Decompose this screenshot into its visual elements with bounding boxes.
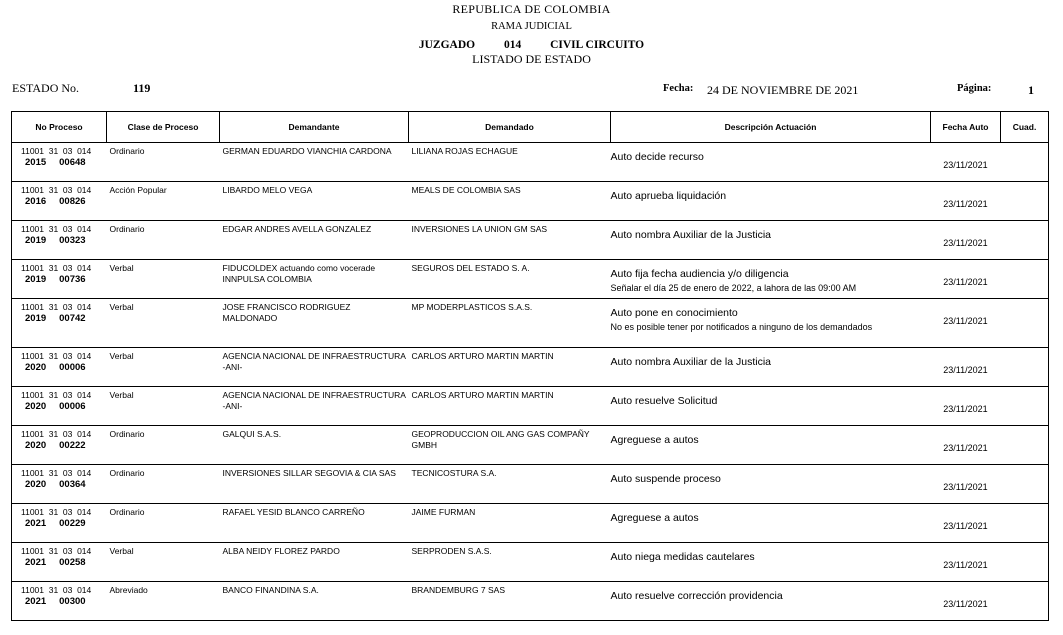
fecha-label: Fecha: (663, 83, 694, 94)
proceso-year: 2016 (25, 196, 47, 207)
col-no-proceso: No Proceso (12, 112, 107, 143)
demandante-text: INVERSIONES SILLAR SEGOVIA & CIA SAS (222, 468, 396, 478)
actuacion-detalle (611, 602, 931, 604)
actuacion-detalle: No es posible tener por notificados a ninguno de los demandados (610, 322, 873, 332)
cell-descripcion (611, 426, 931, 465)
proceso-code: 11001 31 03 014 (21, 224, 92, 234)
proceso-number: 00364 (59, 479, 86, 490)
cell-cuad (1001, 348, 1049, 387)
cell-fecha-auto (931, 260, 1001, 299)
table-row (12, 426, 1049, 465)
cell-descripcion (611, 465, 931, 504)
fecha-auto-text: 23/11/2021 (943, 238, 988, 248)
fecha-auto-text: 23/11/2021 (943, 277, 988, 287)
cell-cuad (1001, 465, 1049, 504)
cell-descripcion (611, 348, 931, 387)
actuacion-text: Auto nombra Auxiliar de la Justicia (610, 356, 771, 368)
cell-descripcion (611, 543, 931, 582)
cell-no-proceso (12, 348, 107, 387)
cell-fecha-auto (931, 299, 1001, 348)
clase-text: Verbal (109, 546, 134, 556)
clase-text: Verbal (109, 351, 134, 361)
proceso-number: 00323 (59, 235, 86, 246)
fecha-value: 24 DE NOVIEMBRE DE 2021 (707, 83, 859, 97)
fecha-auto-text: 23/11/2021 (943, 599, 988, 609)
demandado-text: MEALS DE COLOMBIA SAS (411, 185, 521, 195)
cell-fecha-auto (931, 465, 1001, 504)
actuacion-detalle (611, 368, 931, 370)
cell-fecha-auto (931, 426, 1001, 465)
court-number: 014 (503, 39, 522, 51)
header-country: REPUBLICA DE COLOMBIA (452, 2, 611, 16)
demandado-text: BRANDEMBURG 7 SAS (411, 585, 506, 595)
cell-no-proceso (12, 260, 107, 299)
cell-demandado (409, 543, 611, 582)
cell-clase (107, 348, 220, 387)
cell-demandante (220, 182, 409, 221)
cell-cuad (1001, 260, 1049, 299)
proceso-number: 00300 (59, 596, 86, 607)
clase-text: Verbal (109, 263, 134, 273)
header-court (0, 39, 1063, 51)
demandado-text: CARLOS ARTURO MARTIN MARTIN (411, 351, 554, 361)
table-row (12, 582, 1049, 621)
cell-cuad (1001, 543, 1049, 582)
header-branch: RAMA JUDICIAL (491, 21, 572, 32)
cell-demandante (220, 504, 409, 543)
fecha-auto-text: 23/11/2021 (943, 560, 988, 570)
table-row (12, 387, 1049, 426)
actuacion-text: Agreguese a autos (610, 512, 699, 524)
cell-fecha-auto (931, 143, 1001, 182)
col-demandado: Demandado (409, 112, 611, 143)
cuad-text (1001, 543, 1049, 546)
cell-no-proceso (12, 426, 107, 465)
cell-demandante (220, 260, 409, 299)
proceso-year: 2021 (25, 518, 47, 529)
actuacion-text: Agreguese a autos (610, 434, 699, 446)
cell-demandante (220, 543, 409, 582)
proceso-number: 00258 (59, 557, 86, 568)
actuacion-text: Auto resuelve corrección providencia (610, 590, 783, 602)
court-label: JUZGADO (418, 39, 476, 51)
cell-clase (107, 426, 220, 465)
actuacion-detalle (611, 202, 931, 204)
cell-clase (107, 299, 220, 348)
cell-no-proceso (12, 299, 107, 348)
clase-text: Ordinario (109, 146, 145, 156)
demandado-text: TECNICOSTURA S.A. (411, 468, 497, 478)
proceso-year: 2019 (25, 313, 47, 324)
proceso-number: 00736 (59, 274, 86, 285)
table-row (12, 504, 1049, 543)
proceso-code: 11001 31 03 014 (21, 146, 92, 156)
header-listing-title: LISTADO DE ESTADO (472, 52, 591, 66)
proceso-year: 2019 (25, 235, 47, 246)
proceso-code: 11001 31 03 014 (21, 390, 92, 400)
cuad-text (1001, 582, 1049, 585)
cell-no-proceso (12, 143, 107, 182)
proceso-number: 00229 (59, 518, 86, 529)
cell-cuad (1001, 582, 1049, 621)
cell-demandado (409, 221, 611, 260)
cell-cuad (1001, 143, 1049, 182)
proceso-code: 11001 31 03 014 (21, 468, 92, 478)
proceso-year: 2020 (25, 440, 47, 451)
actuacion-detalle (611, 524, 931, 526)
actuacion-text: Auto fija fecha audiencia y/o diligencia (610, 268, 789, 280)
cell-cuad (1001, 182, 1049, 221)
cell-clase (107, 221, 220, 260)
proceso-number: 00222 (59, 440, 86, 451)
demandante-text: JOSE FRANCISCO RODRIGUEZ MALDONADO (222, 302, 351, 323)
cell-clase (107, 504, 220, 543)
clase-text: Ordinario (109, 507, 145, 517)
cell-demandado (409, 504, 611, 543)
actuacion-detalle (611, 241, 931, 243)
actuacion-detalle (611, 563, 931, 565)
cell-demandado (409, 348, 611, 387)
actuacion-detalle (611, 407, 931, 409)
cell-descripcion (611, 260, 931, 299)
cell-cuad (1001, 504, 1049, 543)
court-type: CIVIL CIRCUITO (550, 39, 645, 51)
cell-demandado (409, 260, 611, 299)
table-header-row (12, 112, 1049, 143)
cuad-text (1001, 182, 1049, 185)
table-row (12, 299, 1049, 348)
demandante-text: ALBA NEIDY FLOREZ PARDO (222, 546, 340, 556)
cuad-text (1001, 348, 1049, 351)
cell-fecha-auto (931, 582, 1001, 621)
proceso-code: 11001 31 03 014 (21, 185, 92, 195)
col-cuad: Cuad. (1001, 112, 1049, 143)
cell-demandado (409, 465, 611, 504)
actuacion-detalle (611, 163, 931, 165)
demandante-text: AGENCIA NACIONAL DE INFRAESTRUCTURA -ANI- (222, 390, 406, 411)
cell-fecha-auto (931, 387, 1001, 426)
cell-clase (107, 465, 220, 504)
proceso-code: 11001 31 03 014 (21, 263, 92, 273)
cell-no-proceso (12, 582, 107, 621)
cell-descripcion (611, 387, 931, 426)
cuad-text (1001, 143, 1049, 146)
cell-demandado (409, 387, 611, 426)
cell-descripcion (611, 299, 931, 348)
cell-clase (107, 260, 220, 299)
cell-no-proceso (12, 543, 107, 582)
estado-table (11, 111, 1049, 621)
demandado-text: LILIANA ROJAS ECHAGUE (411, 146, 518, 156)
cell-clase (107, 182, 220, 221)
fecha-auto-text: 23/11/2021 (943, 404, 988, 414)
actuacion-text: Auto suspende proceso (610, 473, 721, 485)
cuad-text (1001, 504, 1049, 507)
proceso-code: 11001 31 03 014 (21, 351, 92, 361)
actuacion-detalle: Señalar el día 25 de enero de 2022, a lahora de las 09:00 AM (610, 283, 857, 293)
proceso-year: 2020 (25, 479, 47, 490)
demandante-text: LIBARDO MELO VEGA (222, 185, 313, 195)
proceso-year: 2021 (25, 557, 47, 568)
proceso-year: 2020 (25, 401, 47, 412)
fecha-auto-text: 23/11/2021 (943, 443, 988, 453)
proceso-code: 11001 31 03 014 (21, 302, 92, 312)
estado-label: ESTADO No. (12, 81, 80, 95)
cell-demandante (220, 582, 409, 621)
demandante-text: EDGAR ANDRES AVELLA GONZALEZ (222, 224, 372, 234)
fecha-auto-text: 23/11/2021 (943, 521, 988, 531)
cuad-text (1001, 260, 1049, 263)
demandado-text: MP MODERPLASTICOS S.A.S. (411, 302, 533, 312)
cell-demandante (220, 426, 409, 465)
cell-demandado (409, 182, 611, 221)
demandado-text: SERPRODEN S.A.S. (411, 546, 492, 556)
cell-cuad (1001, 426, 1049, 465)
clase-text: Ordinario (109, 468, 145, 478)
cuad-text (1001, 465, 1049, 468)
cell-cuad (1001, 387, 1049, 426)
pagina-label: Página: (957, 83, 992, 94)
fecha-auto-text: 23/11/2021 (943, 160, 988, 170)
cell-no-proceso (12, 465, 107, 504)
actuacion-text: Auto aprueba liquidación (610, 190, 727, 202)
cell-no-proceso (12, 387, 107, 426)
cell-fecha-auto (931, 221, 1001, 260)
cell-descripcion (611, 504, 931, 543)
actuacion-detalle (611, 485, 931, 487)
cell-demandante (220, 221, 409, 260)
demandante-text: AGENCIA NACIONAL DE INFRAESTRUCTURA -ANI- (222, 351, 406, 372)
col-fecha-auto: Fecha Auto (931, 112, 1001, 143)
proceso-year: 2021 (25, 596, 47, 607)
clase-text: Acción Popular (109, 185, 167, 195)
proceso-number: 00742 (59, 313, 86, 324)
demandante-text: GALQUI S.A.S. (222, 429, 282, 439)
table-row (12, 348, 1049, 387)
table-row (12, 543, 1049, 582)
proceso-number: 00826 (59, 196, 86, 207)
actuacion-text: Auto decide recurso (610, 151, 704, 163)
pagina-value: 1 (1028, 83, 1034, 97)
proceso-code: 11001 31 03 014 (21, 429, 92, 439)
cell-cuad (1001, 299, 1049, 348)
cell-descripcion (611, 582, 931, 621)
cell-clase (107, 387, 220, 426)
actuacion-detalle (611, 446, 931, 448)
demandante-text: FIDUCOLDEX actuando como vocerade INNPULSA COLOMBIA (222, 263, 376, 284)
col-descripcion: Descripción Actuación (611, 112, 931, 143)
cell-demandante (220, 299, 409, 348)
actuacion-text: Auto resuelve Solicitud (610, 395, 718, 407)
clase-text: Verbal (109, 390, 134, 400)
cuad-text (1001, 221, 1049, 224)
fecha-auto-text: 23/11/2021 (943, 316, 988, 326)
fecha-auto-text: 23/11/2021 (943, 199, 988, 209)
proceso-number: 00648 (59, 157, 86, 168)
cell-demandante (220, 387, 409, 426)
proceso-code: 11001 31 03 014 (21, 507, 92, 517)
cell-no-proceso (12, 504, 107, 543)
col-demandante: Demandante (220, 112, 409, 143)
cell-demandado (409, 299, 611, 348)
demandante-text: RAFAEL YESID BLANCO CARREÑO (222, 507, 365, 517)
cell-demandante (220, 465, 409, 504)
proceso-year: 2020 (25, 362, 47, 373)
table-row (12, 143, 1049, 182)
proceso-code: 11001 31 03 014 (21, 546, 92, 556)
cell-cuad (1001, 221, 1049, 260)
proceso-number: 00006 (59, 401, 86, 412)
demandante-text: BANCO FINANDINA S.A. (222, 585, 319, 595)
actuacion-text: Auto nombra Auxiliar de la Justicia (610, 229, 771, 241)
cell-demandado (409, 582, 611, 621)
cell-descripcion (611, 221, 931, 260)
table-row (12, 465, 1049, 504)
proceso-year: 2015 (25, 157, 47, 168)
cell-descripcion (611, 143, 931, 182)
clase-text: Verbal (109, 302, 134, 312)
proceso-number: 00006 (59, 362, 86, 373)
table-row (12, 182, 1049, 221)
fecha-auto-text: 23/11/2021 (943, 365, 988, 375)
demandado-text: SEGUROS DEL ESTADO S. A. (411, 263, 530, 273)
proceso-code: 11001 31 03 014 (21, 585, 92, 595)
clase-text: Abreviado (109, 585, 148, 595)
demandado-text: GEOPRODUCCION OIL ANG GAS COMPAÑY GMBH (411, 429, 590, 450)
cell-fecha-auto (931, 182, 1001, 221)
demandado-text: JAIME FURMAN (411, 507, 476, 517)
actuacion-text: Auto niega medidas cautelares (610, 551, 755, 563)
cell-fecha-auto (931, 504, 1001, 543)
cuad-text (1001, 387, 1049, 390)
fecha-auto-text: 23/11/2021 (943, 482, 988, 492)
clase-text: Ordinario (109, 429, 145, 439)
cuad-text (1001, 426, 1049, 429)
table-row (12, 221, 1049, 260)
cell-no-proceso (12, 221, 107, 260)
cell-fecha-auto (931, 348, 1001, 387)
cell-descripcion (611, 182, 931, 221)
cell-demandante (220, 348, 409, 387)
cell-clase (107, 143, 220, 182)
cell-no-proceso (12, 182, 107, 221)
demandante-text: GERMAN EDUARDO VIANCHIA CARDONA (222, 146, 392, 156)
table-row (12, 260, 1049, 299)
cell-demandado (409, 426, 611, 465)
proceso-year: 2019 (25, 274, 47, 285)
actuacion-text: Auto pone en conocimiento (610, 307, 738, 319)
cell-clase (107, 543, 220, 582)
clase-text: Ordinario (109, 224, 145, 234)
cell-clase (107, 582, 220, 621)
demandado-text: CARLOS ARTURO MARTIN MARTIN (411, 390, 554, 400)
cell-demandante (220, 143, 409, 182)
estado-number: 119 (133, 81, 151, 95)
col-clase: Clase de Proceso (107, 112, 220, 143)
cell-demandado (409, 143, 611, 182)
cuad-text (1001, 299, 1049, 302)
demandado-text: INVERSIONES LA UNION GM SAS (411, 224, 548, 234)
cell-fecha-auto (931, 543, 1001, 582)
